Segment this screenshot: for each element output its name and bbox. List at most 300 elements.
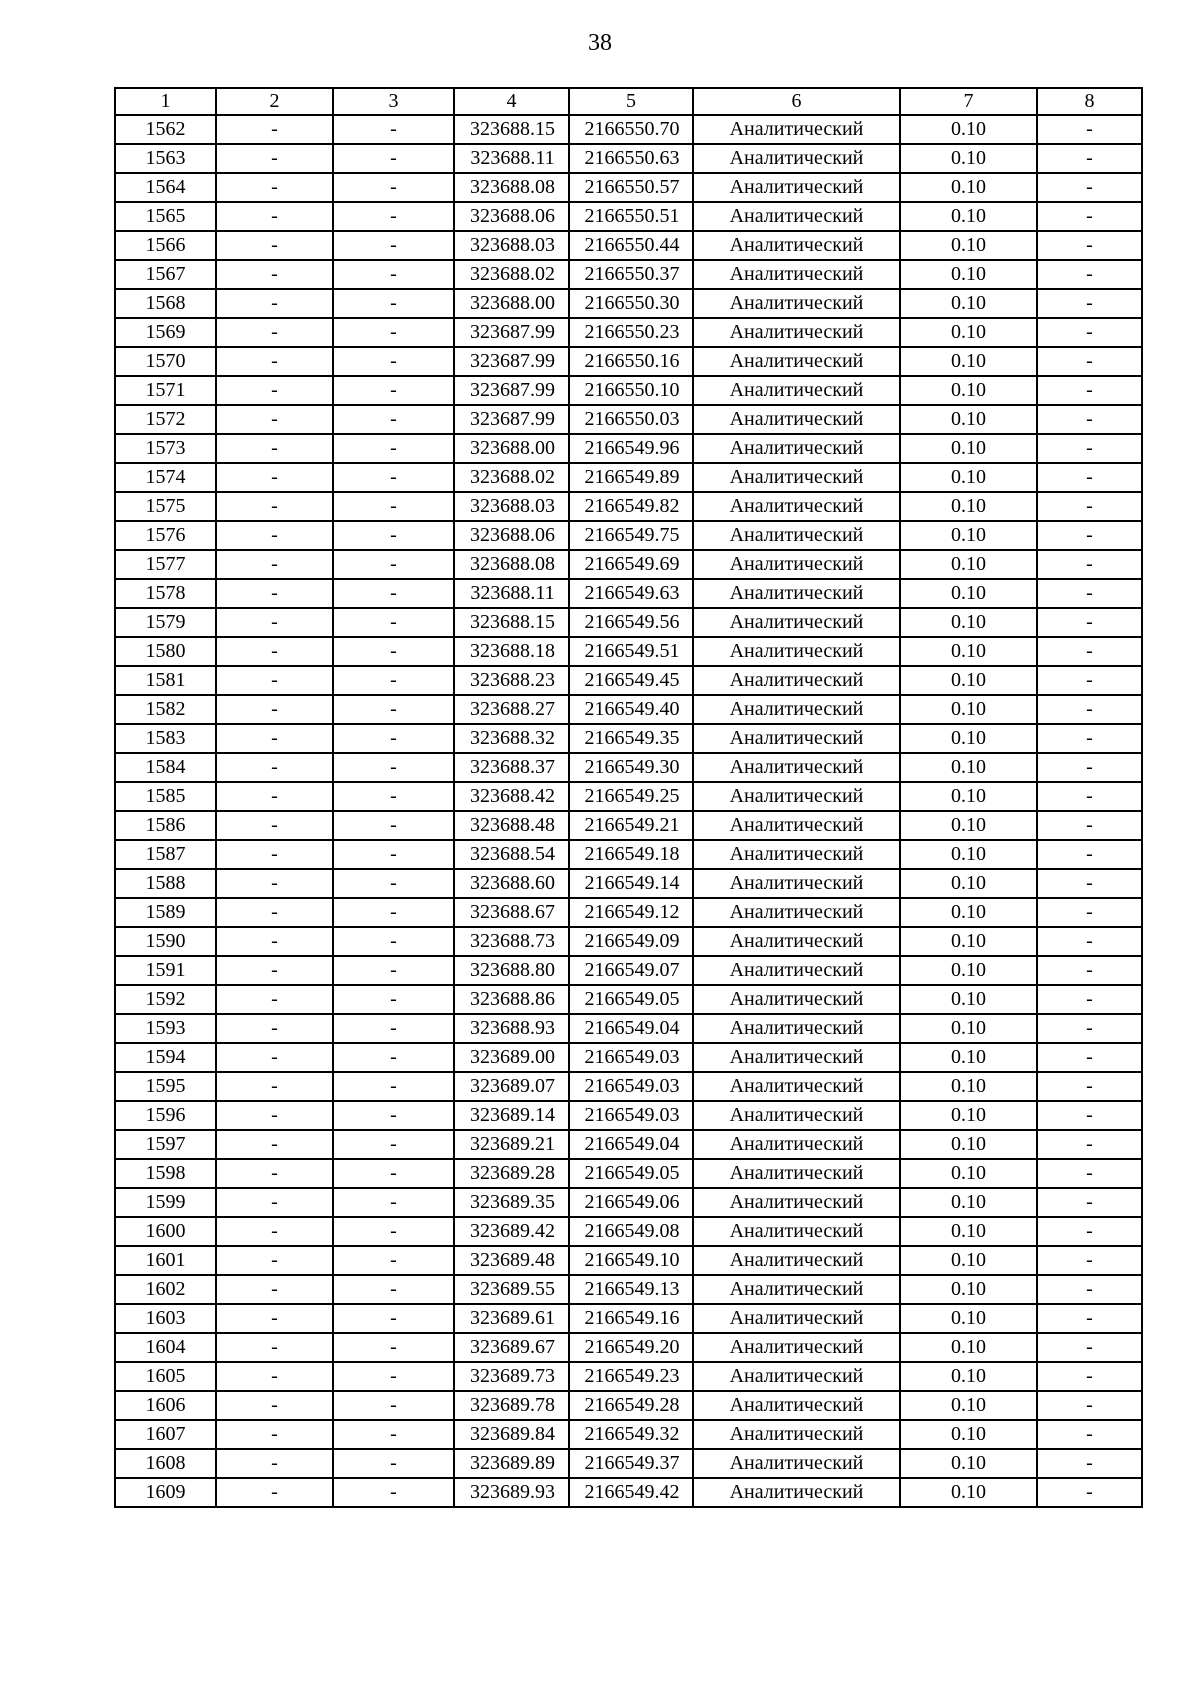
- x-coordinate-cell: 323688.86: [454, 985, 569, 1014]
- col-8-value-cell: -: [1037, 608, 1142, 637]
- table-row: [115, 1072, 1142, 1101]
- x-coordinate-cell: 323687.99: [454, 347, 569, 376]
- column-header-7: 7: [900, 88, 1037, 115]
- accuracy-cell: 0.10: [900, 956, 1037, 985]
- method-cell: Аналитический: [693, 1130, 900, 1159]
- col-2-value-cell: -: [216, 1362, 333, 1391]
- y-coordinate-cell: 2166549.96: [569, 434, 693, 463]
- col-2-value-cell: -: [216, 811, 333, 840]
- col-3-value-cell: -: [333, 1130, 454, 1159]
- x-coordinate-cell: 323688.37: [454, 753, 569, 782]
- table-row: [115, 1188, 1142, 1217]
- table-row: [115, 1014, 1142, 1043]
- col-3-value-cell: -: [333, 144, 454, 173]
- point-number-cell: 1568: [115, 289, 216, 318]
- accuracy-cell: 0.10: [900, 434, 1037, 463]
- col-3-value-cell: -: [333, 695, 454, 724]
- point-number-cell: 1582: [115, 695, 216, 724]
- method-cell: Аналитический: [693, 1072, 900, 1101]
- table-row: [115, 927, 1142, 956]
- table-row: [115, 347, 1142, 376]
- accuracy-cell: 0.10: [900, 695, 1037, 724]
- col-2-value-cell: -: [216, 1159, 333, 1188]
- table-row: [115, 811, 1142, 840]
- y-coordinate-cell: 2166549.56: [569, 608, 693, 637]
- col-3-value-cell: -: [333, 434, 454, 463]
- accuracy-cell: 0.10: [900, 347, 1037, 376]
- method-cell: Аналитический: [693, 115, 900, 144]
- col-3-value-cell: -: [333, 492, 454, 521]
- x-coordinate-cell: 323688.54: [454, 840, 569, 869]
- method-cell: Аналитический: [693, 1159, 900, 1188]
- y-coordinate-cell: 2166550.03: [569, 405, 693, 434]
- method-cell: Аналитический: [693, 695, 900, 724]
- point-number-cell: 1585: [115, 782, 216, 811]
- accuracy-cell: 0.10: [900, 1188, 1037, 1217]
- point-number-cell: 1564: [115, 173, 216, 202]
- method-cell: Аналитический: [693, 1101, 900, 1130]
- col-3-value-cell: -: [333, 1333, 454, 1362]
- col-2-value-cell: -: [216, 1101, 333, 1130]
- col-3-value-cell: -: [333, 318, 454, 347]
- x-coordinate-cell: 323689.55: [454, 1275, 569, 1304]
- y-coordinate-cell: 2166549.10: [569, 1246, 693, 1275]
- col-3-value-cell: -: [333, 1478, 454, 1507]
- point-number-cell: 1566: [115, 231, 216, 260]
- col-2-value-cell: -: [216, 1333, 333, 1362]
- col-8-value-cell: -: [1037, 1449, 1142, 1478]
- x-coordinate-cell: 323688.32: [454, 724, 569, 753]
- col-2-value-cell: -: [216, 347, 333, 376]
- method-cell: Аналитический: [693, 637, 900, 666]
- col-8-value-cell: -: [1037, 376, 1142, 405]
- x-coordinate-cell: 323688.06: [454, 521, 569, 550]
- col-3-value-cell: -: [333, 1072, 454, 1101]
- table-row: [115, 753, 1142, 782]
- accuracy-cell: 0.10: [900, 521, 1037, 550]
- col-8-value-cell: -: [1037, 927, 1142, 956]
- method-cell: Аналитический: [693, 579, 900, 608]
- table-row: [115, 1159, 1142, 1188]
- table-row: [115, 492, 1142, 521]
- col-8-value-cell: -: [1037, 782, 1142, 811]
- col-3-value-cell: -: [333, 927, 454, 956]
- point-number-cell: 1598: [115, 1159, 216, 1188]
- x-coordinate-cell: 323688.02: [454, 260, 569, 289]
- accuracy-cell: 0.10: [900, 1130, 1037, 1159]
- table-row: [115, 289, 1142, 318]
- point-number-cell: 1608: [115, 1449, 216, 1478]
- accuracy-cell: 0.10: [900, 724, 1037, 753]
- x-coordinate-cell: 323687.99: [454, 376, 569, 405]
- method-cell: Аналитический: [693, 1246, 900, 1275]
- col-3-value-cell: -: [333, 231, 454, 260]
- col-2-value-cell: -: [216, 1449, 333, 1478]
- method-cell: Аналитический: [693, 956, 900, 985]
- col-2-value-cell: -: [216, 1478, 333, 1507]
- table-row: [115, 202, 1142, 231]
- col-8-value-cell: -: [1037, 898, 1142, 927]
- col-8-value-cell: -: [1037, 492, 1142, 521]
- x-coordinate-cell: 323688.02: [454, 463, 569, 492]
- col-8-value-cell: -: [1037, 1159, 1142, 1188]
- column-header-3: 3: [333, 88, 454, 115]
- accuracy-cell: 0.10: [900, 1246, 1037, 1275]
- table-row: [115, 1304, 1142, 1333]
- accuracy-cell: 0.10: [900, 579, 1037, 608]
- accuracy-cell: 0.10: [900, 1391, 1037, 1420]
- point-number-cell: 1594: [115, 1043, 216, 1072]
- table-row: [115, 376, 1142, 405]
- x-coordinate-cell: 323689.21: [454, 1130, 569, 1159]
- table-row: [115, 666, 1142, 695]
- method-cell: Аналитический: [693, 1478, 900, 1507]
- point-number-cell: 1581: [115, 666, 216, 695]
- col-2-value-cell: -: [216, 260, 333, 289]
- y-coordinate-cell: 2166549.37: [569, 1449, 693, 1478]
- col-3-value-cell: -: [333, 521, 454, 550]
- accuracy-cell: 0.10: [900, 115, 1037, 144]
- point-number-cell: 1592: [115, 985, 216, 1014]
- col-8-value-cell: -: [1037, 1478, 1142, 1507]
- column-header-5: 5: [569, 88, 693, 115]
- y-coordinate-cell: 2166549.30: [569, 753, 693, 782]
- col-3-value-cell: -: [333, 550, 454, 579]
- col-8-value-cell: -: [1037, 521, 1142, 550]
- y-coordinate-cell: 2166550.44: [569, 231, 693, 260]
- point-number-cell: 1583: [115, 724, 216, 753]
- col-8-value-cell: -: [1037, 260, 1142, 289]
- x-coordinate-cell: 323688.08: [454, 550, 569, 579]
- y-coordinate-cell: 2166549.25: [569, 782, 693, 811]
- method-cell: Аналитический: [693, 1014, 900, 1043]
- method-cell: Аналитический: [693, 927, 900, 956]
- point-number-cell: 1607: [115, 1420, 216, 1449]
- col-3-value-cell: -: [333, 637, 454, 666]
- accuracy-cell: 0.10: [900, 637, 1037, 666]
- col-3-value-cell: -: [333, 202, 454, 231]
- col-8-value-cell: -: [1037, 956, 1142, 985]
- x-coordinate-cell: 323689.48: [454, 1246, 569, 1275]
- y-coordinate-cell: 2166549.08: [569, 1217, 693, 1246]
- method-cell: Аналитический: [693, 1304, 900, 1333]
- y-coordinate-cell: 2166550.23: [569, 318, 693, 347]
- accuracy-cell: 0.10: [900, 1101, 1037, 1130]
- y-coordinate-cell: 2166549.04: [569, 1130, 693, 1159]
- accuracy-cell: 0.10: [900, 753, 1037, 782]
- x-coordinate-cell: 323687.99: [454, 318, 569, 347]
- method-cell: Аналитический: [693, 231, 900, 260]
- y-coordinate-cell: 2166549.13: [569, 1275, 693, 1304]
- method-cell: Аналитический: [693, 811, 900, 840]
- method-cell: Аналитический: [693, 1449, 900, 1478]
- accuracy-cell: 0.10: [900, 1304, 1037, 1333]
- accuracy-cell: 0.10: [900, 811, 1037, 840]
- method-cell: Аналитический: [693, 492, 900, 521]
- col-3-value-cell: -: [333, 811, 454, 840]
- col-3-value-cell: -: [333, 724, 454, 753]
- col-8-value-cell: -: [1037, 1362, 1142, 1391]
- table-row: [115, 1391, 1142, 1420]
- x-coordinate-cell: 323689.93: [454, 1478, 569, 1507]
- accuracy-cell: 0.10: [900, 898, 1037, 927]
- coordinates-table: [114, 87, 1143, 1508]
- accuracy-cell: 0.10: [900, 1362, 1037, 1391]
- method-cell: Аналитический: [693, 260, 900, 289]
- method-cell: Аналитический: [693, 1362, 900, 1391]
- y-coordinate-cell: 2166549.63: [569, 579, 693, 608]
- y-coordinate-cell: 2166550.63: [569, 144, 693, 173]
- x-coordinate-cell: 323689.73: [454, 1362, 569, 1391]
- col-2-value-cell: -: [216, 1391, 333, 1420]
- col-3-value-cell: -: [333, 782, 454, 811]
- col-8-value-cell: -: [1037, 289, 1142, 318]
- col-8-value-cell: -: [1037, 1188, 1142, 1217]
- method-cell: Аналитический: [693, 550, 900, 579]
- col-3-value-cell: -: [333, 753, 454, 782]
- accuracy-cell: 0.10: [900, 260, 1037, 289]
- table-row: [115, 695, 1142, 724]
- accuracy-cell: 0.10: [900, 1449, 1037, 1478]
- y-coordinate-cell: 2166549.06: [569, 1188, 693, 1217]
- accuracy-cell: 0.10: [900, 463, 1037, 492]
- method-cell: Аналитический: [693, 985, 900, 1014]
- accuracy-cell: 0.10: [900, 173, 1037, 202]
- x-coordinate-cell: 323688.67: [454, 898, 569, 927]
- y-coordinate-cell: 2166550.16: [569, 347, 693, 376]
- table-row: [115, 869, 1142, 898]
- col-3-value-cell: -: [333, 869, 454, 898]
- col-3-value-cell: -: [333, 1188, 454, 1217]
- col-8-value-cell: -: [1037, 405, 1142, 434]
- accuracy-cell: 0.10: [900, 231, 1037, 260]
- point-number-cell: 1575: [115, 492, 216, 521]
- accuracy-cell: 0.10: [900, 1275, 1037, 1304]
- x-coordinate-cell: 323688.00: [454, 434, 569, 463]
- x-coordinate-cell: 323689.14: [454, 1101, 569, 1130]
- col-3-value-cell: -: [333, 1304, 454, 1333]
- y-coordinate-cell: 2166549.28: [569, 1391, 693, 1420]
- point-number-cell: 1576: [115, 521, 216, 550]
- col-2-value-cell: -: [216, 202, 333, 231]
- method-cell: Аналитический: [693, 898, 900, 927]
- table-row: [115, 898, 1142, 927]
- method-cell: Аналитический: [693, 202, 900, 231]
- table-row: [115, 144, 1142, 173]
- y-coordinate-cell: 2166549.69: [569, 550, 693, 579]
- accuracy-cell: 0.10: [900, 869, 1037, 898]
- point-number-cell: 1574: [115, 463, 216, 492]
- accuracy-cell: 0.10: [900, 202, 1037, 231]
- accuracy-cell: 0.10: [900, 405, 1037, 434]
- table-row: [115, 840, 1142, 869]
- col-2-value-cell: -: [216, 289, 333, 318]
- col-3-value-cell: -: [333, 1391, 454, 1420]
- col-2-value-cell: -: [216, 985, 333, 1014]
- table-row: [115, 173, 1142, 202]
- col-8-value-cell: -: [1037, 695, 1142, 724]
- point-number-cell: 1606: [115, 1391, 216, 1420]
- col-2-value-cell: -: [216, 869, 333, 898]
- col-2-value-cell: -: [216, 115, 333, 144]
- col-3-value-cell: -: [333, 173, 454, 202]
- column-header-6: 6: [693, 88, 900, 115]
- method-cell: Аналитический: [693, 144, 900, 173]
- col-3-value-cell: -: [333, 1101, 454, 1130]
- col-2-value-cell: -: [216, 579, 333, 608]
- table-header: [115, 88, 1142, 115]
- y-coordinate-cell: 2166549.20: [569, 1333, 693, 1362]
- method-cell: Аналитический: [693, 1188, 900, 1217]
- col-3-value-cell: -: [333, 1043, 454, 1072]
- point-number-cell: 1587: [115, 840, 216, 869]
- point-number-cell: 1572: [115, 405, 216, 434]
- y-coordinate-cell: 2166549.23: [569, 1362, 693, 1391]
- x-coordinate-cell: 323689.78: [454, 1391, 569, 1420]
- col-8-value-cell: -: [1037, 1275, 1142, 1304]
- accuracy-cell: 0.10: [900, 318, 1037, 347]
- method-cell: Аналитический: [693, 521, 900, 550]
- col-8-value-cell: -: [1037, 463, 1142, 492]
- col-2-value-cell: -: [216, 144, 333, 173]
- y-coordinate-cell: 2166550.10: [569, 376, 693, 405]
- table-row: [115, 405, 1142, 434]
- table-row: [115, 1246, 1142, 1275]
- col-8-value-cell: -: [1037, 1043, 1142, 1072]
- x-coordinate-cell: 323689.00: [454, 1043, 569, 1072]
- col-8-value-cell: -: [1037, 579, 1142, 608]
- x-coordinate-cell: 323687.99: [454, 405, 569, 434]
- y-coordinate-cell: 2166549.05: [569, 985, 693, 1014]
- y-coordinate-cell: 2166549.05: [569, 1159, 693, 1188]
- method-cell: Аналитический: [693, 782, 900, 811]
- x-coordinate-cell: 323688.15: [454, 115, 569, 144]
- y-coordinate-cell: 2166549.04: [569, 1014, 693, 1043]
- method-cell: Аналитический: [693, 1333, 900, 1362]
- table-row: [115, 724, 1142, 753]
- col-2-value-cell: -: [216, 405, 333, 434]
- col-2-value-cell: -: [216, 927, 333, 956]
- col-3-value-cell: -: [333, 347, 454, 376]
- col-2-value-cell: -: [216, 840, 333, 869]
- col-3-value-cell: -: [333, 1420, 454, 1449]
- col-3-value-cell: -: [333, 985, 454, 1014]
- y-coordinate-cell: 2166549.03: [569, 1072, 693, 1101]
- column-header-8: 8: [1037, 88, 1142, 115]
- point-number-cell: 1565: [115, 202, 216, 231]
- accuracy-cell: 0.10: [900, 782, 1037, 811]
- col-3-value-cell: -: [333, 956, 454, 985]
- method-cell: Аналитический: [693, 1391, 900, 1420]
- point-number-cell: 1591: [115, 956, 216, 985]
- y-coordinate-cell: 2166549.75: [569, 521, 693, 550]
- method-cell: Аналитический: [693, 1043, 900, 1072]
- x-coordinate-cell: 323689.61: [454, 1304, 569, 1333]
- col-8-value-cell: -: [1037, 840, 1142, 869]
- col-2-value-cell: -: [216, 1014, 333, 1043]
- column-header-4: 4: [454, 88, 569, 115]
- point-number-cell: 1569: [115, 318, 216, 347]
- y-coordinate-cell: 2166549.51: [569, 637, 693, 666]
- col-8-value-cell: -: [1037, 985, 1142, 1014]
- x-coordinate-cell: 323688.15: [454, 608, 569, 637]
- col-3-value-cell: -: [333, 579, 454, 608]
- y-coordinate-cell: 2166549.89: [569, 463, 693, 492]
- col-8-value-cell: -: [1037, 1333, 1142, 1362]
- col-2-value-cell: -: [216, 1043, 333, 1072]
- col-2-value-cell: -: [216, 376, 333, 405]
- col-8-value-cell: -: [1037, 144, 1142, 173]
- col-2-value-cell: -: [216, 1188, 333, 1217]
- y-coordinate-cell: 2166549.82: [569, 492, 693, 521]
- y-coordinate-cell: 2166550.30: [569, 289, 693, 318]
- point-number-cell: 1580: [115, 637, 216, 666]
- table-row: [115, 318, 1142, 347]
- x-coordinate-cell: 323688.73: [454, 927, 569, 956]
- accuracy-cell: 0.10: [900, 608, 1037, 637]
- col-2-value-cell: -: [216, 1420, 333, 1449]
- point-number-cell: 1578: [115, 579, 216, 608]
- point-number-cell: 1603: [115, 1304, 216, 1333]
- x-coordinate-cell: 323688.42: [454, 782, 569, 811]
- y-coordinate-cell: 2166549.09: [569, 927, 693, 956]
- y-coordinate-cell: 2166550.37: [569, 260, 693, 289]
- col-3-value-cell: -: [333, 1275, 454, 1304]
- col-8-value-cell: -: [1037, 1130, 1142, 1159]
- point-number-cell: 1597: [115, 1130, 216, 1159]
- accuracy-cell: 0.10: [900, 1014, 1037, 1043]
- table-row: [115, 956, 1142, 985]
- col-8-value-cell: -: [1037, 1072, 1142, 1101]
- x-coordinate-cell: 323689.35: [454, 1188, 569, 1217]
- col-3-value-cell: -: [333, 1449, 454, 1478]
- method-cell: Аналитический: [693, 347, 900, 376]
- col-2-value-cell: -: [216, 637, 333, 666]
- table-row: [115, 1275, 1142, 1304]
- x-coordinate-cell: 323688.11: [454, 144, 569, 173]
- accuracy-cell: 0.10: [900, 1043, 1037, 1072]
- point-number-cell: 1593: [115, 1014, 216, 1043]
- x-coordinate-cell: 323689.89: [454, 1449, 569, 1478]
- accuracy-cell: 0.10: [900, 492, 1037, 521]
- col-3-value-cell: -: [333, 405, 454, 434]
- col-8-value-cell: -: [1037, 1391, 1142, 1420]
- col-8-value-cell: -: [1037, 753, 1142, 782]
- col-2-value-cell: -: [216, 956, 333, 985]
- col-8-value-cell: -: [1037, 1246, 1142, 1275]
- y-coordinate-cell: 2166549.21: [569, 811, 693, 840]
- col-2-value-cell: -: [216, 1304, 333, 1333]
- point-number-cell: 1579: [115, 608, 216, 637]
- point-number-cell: 1596: [115, 1101, 216, 1130]
- table-row: [115, 1362, 1142, 1391]
- table-row: [115, 579, 1142, 608]
- accuracy-cell: 0.10: [900, 1159, 1037, 1188]
- col-8-value-cell: -: [1037, 202, 1142, 231]
- method-cell: Аналитический: [693, 840, 900, 869]
- column-header-1: 1: [115, 88, 216, 115]
- col-8-value-cell: -: [1037, 869, 1142, 898]
- table-row: [115, 1217, 1142, 1246]
- y-coordinate-cell: 2166549.45: [569, 666, 693, 695]
- point-number-cell: 1588: [115, 869, 216, 898]
- x-coordinate-cell: 323689.67: [454, 1333, 569, 1362]
- table-row: [115, 985, 1142, 1014]
- x-coordinate-cell: 323688.80: [454, 956, 569, 985]
- col-3-value-cell: -: [333, 840, 454, 869]
- method-cell: Аналитический: [693, 318, 900, 347]
- col-3-value-cell: -: [333, 898, 454, 927]
